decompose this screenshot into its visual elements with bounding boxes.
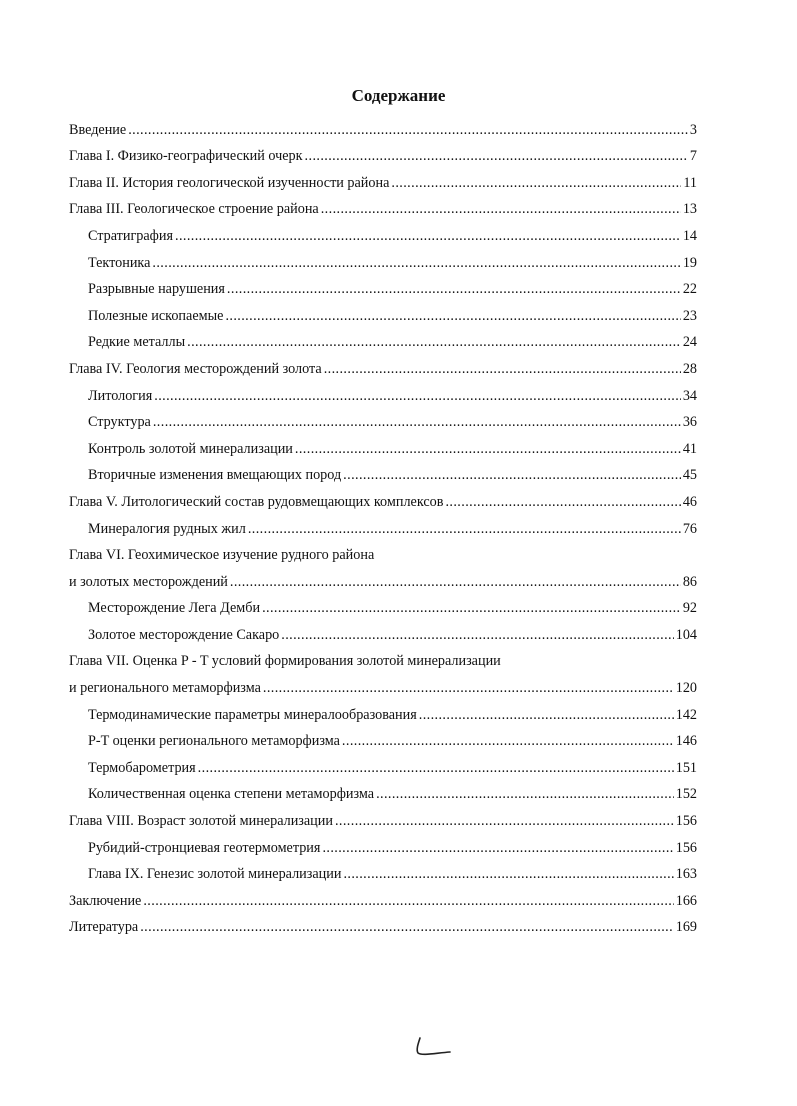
toc-entry-page: 28 [682,360,697,377]
toc-leader-dots [175,228,681,245]
table-of-contents [69,112,697,936]
toc-entry-page: 86 [682,573,697,590]
toc-entry-label: Литература [69,919,139,936]
toc-entry [69,405,697,432]
toc-entry-page: 36 [682,414,697,431]
toc-entry-page: 22 [682,281,697,298]
toc-entry-page: 11 [683,174,697,191]
toc-entry-page: 19 [682,254,697,271]
page-title: Содержание [351,86,446,105]
toc-entry-label: Глава II. История геологической изученности района [69,174,390,191]
toc-entry-page: 24 [682,334,697,351]
toc-entry-label: Глава V. Литологический состав рудовмещающих комплексов [69,493,444,510]
toc-entry [69,803,697,830]
toc-leader-dots [335,813,674,830]
signature-mark [410,1036,454,1058]
toc-entry-label: Редкие металлы [88,334,186,351]
toc-entry-label: P-T оценки регионального метаморфизма [88,733,340,750]
toc-entry-page: 156 [675,813,697,830]
toc-entry-label: и золотых месторождений [69,573,228,590]
toc-entry [69,431,697,458]
toc-leader-dots [128,122,688,139]
toc-entry-label: Термобарометрия [88,759,196,776]
toc-entry-label: Тектоника [88,254,151,271]
toc-entry [69,910,697,937]
toc-entry-label: Глава I. Физико-географический очерк [69,148,303,165]
toc-leader-dots [263,680,674,697]
toc-entry [69,644,697,671]
toc-leader-dots [140,919,673,936]
toc-entry-label: Вторичные изменения вмещающих пород [88,467,342,484]
toc-entry-label: Термодинамические параметры минералообразования [88,706,417,723]
toc-entry-page: 163 [675,866,697,883]
toc-entry-page: 76 [682,520,697,537]
toc-entry [69,724,697,751]
toc-leader-dots [281,627,673,644]
toc-entry [69,378,697,405]
toc-entry-page: 92 [682,600,697,617]
toc-leader-dots [143,893,673,910]
toc-entry-page: 23 [682,307,697,324]
toc-entry-label: Глава VII. Оценка P - T условий формирования золотой минерализации [69,653,501,670]
toc-leader-dots [248,521,681,538]
toc-leader-dots [321,201,681,218]
toc-entry-page: 46 [682,493,697,510]
toc-entry [69,272,697,299]
toc-entry-label: Минералогия рудных жил [88,520,246,537]
toc-entry [69,458,697,485]
toc-leader-dots [154,388,681,405]
toc-leader-dots [445,494,680,511]
toc-entry-label: Введение [69,121,127,138]
toc-leader-dots [322,840,673,857]
toc-entry [69,165,697,192]
toc-leader-dots [198,760,674,777]
toc-entry-page: 142 [675,706,697,723]
toc-entry-page: 166 [675,892,697,909]
toc-leader-dots [152,255,680,272]
toc-entry [69,139,697,166]
toc-entry-label: Литология [88,387,153,404]
toc-leader-dots [187,334,681,351]
toc-leader-dots [153,414,681,431]
toc-entry-label: Глава III. Геологическое строение района [69,201,319,218]
toc-entry-label: Глава IV. Геология месторождений золота [69,360,322,377]
toc-entry-label: Структура [88,414,151,431]
toc-entry-page: 156 [675,839,697,856]
toc-entry-page: 152 [675,786,697,803]
toc-leader-dots [376,786,674,803]
toc-entry-label: Глава VIII. Возраст золотой минерализации [69,813,333,830]
toc-entry-page: 104 [675,626,697,643]
toc-entry [69,325,697,352]
toc-entry [69,564,697,591]
toc-entry-page: 34 [682,387,697,404]
toc-entry-label: Стратиграфия [88,227,173,244]
toc-leader-dots [342,733,674,750]
toc-entry-label: Полезные ископаемые [88,307,224,324]
toc-entry-label: Глава IX. Генезис золотой минерализации [88,866,342,883]
toc-entry [69,883,697,910]
toc-leader-dots [305,148,688,165]
toc-entry-page: 45 [682,467,697,484]
toc-entry [69,192,697,219]
toc-entry-label: Разрывные нарушения [88,281,225,298]
toc-entry [69,591,697,618]
toc-entry [69,697,697,724]
toc-entry-page: 169 [675,919,697,936]
toc-entry-label: Глава VI. Геохимическое изучение рудного района [69,547,375,564]
toc-entry [69,245,697,272]
toc-entry-page: 41 [682,440,697,457]
toc-entry [69,351,697,378]
toc-entry [69,617,697,644]
toc-leader-dots [391,175,681,192]
toc-entry [69,857,697,884]
toc-leader-dots [295,441,681,458]
toc-entry-label: Рубидий-стронциевая геотермометрия [88,839,321,856]
toc-entry-page: 3 [689,121,697,138]
toc-leader-dots [230,574,681,591]
toc-leader-dots [227,281,681,298]
toc-entry-label: Контроль золотой минерализации [88,440,293,457]
toc-entry [69,750,697,777]
toc-entry [69,538,697,565]
toc-entry-label: Заключение [69,892,142,909]
toc-entry [69,112,697,139]
toc-leader-dots [262,600,681,617]
toc-entry [69,777,697,804]
toc-entry-label: и регионального метаморфизма [69,680,261,697]
toc-leader-dots [343,467,681,484]
toc-leader-dots [225,308,680,325]
toc-entry-label: Количественная оценка степени метаморфизма [88,786,375,803]
toc-entry-page: 151 [675,759,697,776]
toc-entry [69,670,697,697]
toc-entry-page: 146 [675,733,697,750]
toc-entry-label: Месторождение Лега Демби [88,600,261,617]
toc-leader-dots [419,707,674,724]
toc-entry-page: 13 [682,201,697,218]
toc-entry [69,511,697,538]
toc-entry [69,298,697,325]
toc-leader-dots [324,361,681,378]
toc-entry-page: 7 [689,148,697,165]
toc-entry [69,830,697,857]
toc-entry-page: 14 [682,227,697,244]
toc-entry [69,218,697,245]
toc-entry-page: 120 [675,680,697,697]
toc-leader-dots [343,866,673,883]
toc-entry-label: Золотое месторождение Сакаро [88,626,280,643]
toc-entry [69,484,697,511]
